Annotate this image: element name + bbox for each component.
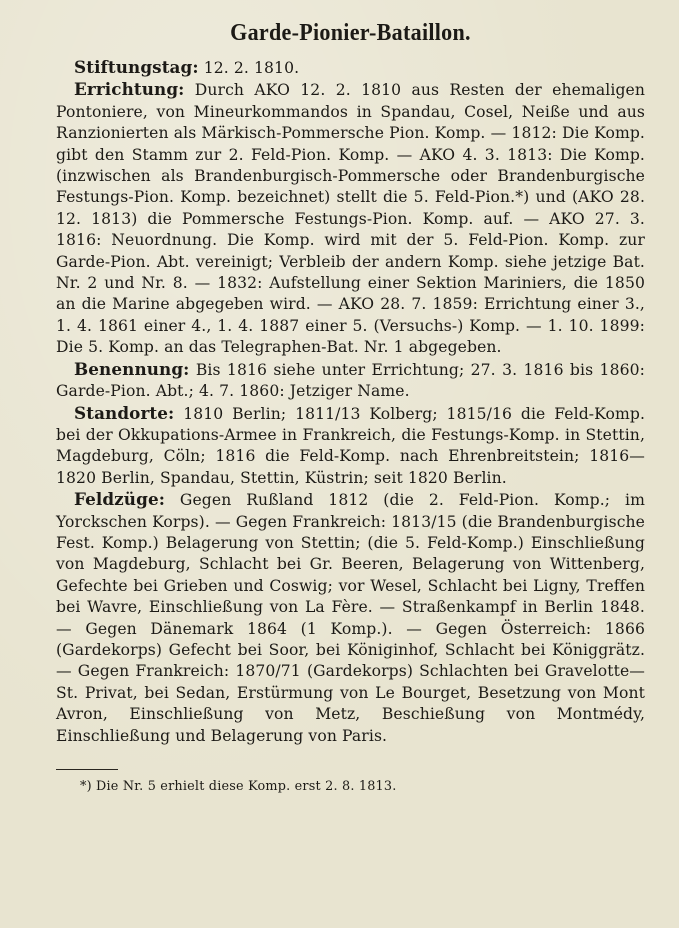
- section-text-stiftungstag: 12. 2. 1810.: [198, 59, 300, 77]
- section-heading-stiftungstag: Stiftungstag:: [74, 57, 199, 77]
- section-heading-feldzuege: Feldzüge:: [74, 489, 166, 510]
- section-text-errichtung: Durch AKO 12. 2. 1810 aus Resten der ehemaligen Pontoniere, von Mineurkommandos in Spandau, Cosel, Neiße und aus Ranzionierten als Märkisch-Pommersche Pion. Komp. — 1812: Die Komp. gibt den Stamm zur 2. Feld-Pion. Komp. — AKO 4. 3. 1813: Die Komp. (inzwischen als Brandenburgisch-Pommersche oder Brandenburgische Festungs-Pion. Komp. bezeichnet) stellt die 5. Feld-Pion.*) und (AKO 28. 12. 1813) die Pommersche Festungs-Pion. Komp. auf. — AKO 27. 3. 1816: Neuordnung. Die Komp. wird mit der 5. Feld-Pion. Komp. zur Garde-Pion. Abt. vereinigt; Verbleib der andern Komp. siehe jetzige Bat. Nr. 2 und Nr. 8. — 1832: Aufstellung einer Sektion Mariniers, die 1850 an die Marine abgegeben wird. — AKO 28. 7. 1859: Errichtung einer 3., 1. 4. 1861 einer 4., 1. 4. 1887 einer 5. (Versuchs-) Komp. — 1. 10. 1899: Die 5. Komp. an das Telegraphen-Bat. Nr. 1 abgegeben.: [56, 81, 645, 357]
- section-stiftungstag: [56, 57, 645, 79]
- footnote-divider: [56, 769, 118, 770]
- section-heading-standorte: Standorte:: [74, 402, 175, 423]
- section-text-benennung: Bis 1816 siehe unter Errichtung; 27. 3. 1816 bis 1860: Garde-Pion. Abt.; 4. 7. 1860: Jetziger Name.: [56, 360, 645, 401]
- section-text-feldzuege: Gegen Rußland 1812 (die 2. Feld-Pion. Komp.; im Yorckschen Korps). — Gegen Frankreich: 1813/15 (die Brandenburgische Fest. Komp.) Belagerung von Stettin; (die 5. Feld-Komp.) Einschließung von Magdeburg, Schlacht bei Gr. Beeren, Belagerung von Wittenberg, Gefechte bei Grieben und Coswig; vor Wesel, Schlacht bei Ligny, Treffen bei Wavre, Einschließung von La Fère. — Straßenkampf in Berlin 1848. — Gegen Dänemark 1864 (1 Komp.). — Gegen Österreich: 1866 (Gardekorps) Gefecht bei Soor, bei Königinhof, Schlacht bei Königgrätz. — Gegen Frankreich: 1870/71 (Gardekorps) Schlachten bei Gravelotte—St. Privat, bei Sedan, Erstürmung von Le Bourget, Besetzung von Mont Avron, Einschließung von Metz, Beschießung von Montmédy, Einschließung und Belagerung von Paris.: [56, 491, 645, 745]
- section-feldzuege: [56, 489, 645, 747]
- section-text-standorte: 1810 Berlin; 1811/13 Kolberg; 1815/16 die Feld-Komp. bei der Okkupations-Armee in Frankreich, die Festungs-Komp. in Stettin, Magdeburg, Cöln; 1816 die Feld-Komp. nach Ehrenbreitstein; 1816—1820 Berlin, Spandau, Stettin, Küstrin; seit 1820 Berlin.: [56, 404, 645, 487]
- footnote: *) Die Nr. 5 erhielt diese Komp. erst 2. 8. 1813.: [80, 779, 397, 794]
- section-standorte: [56, 403, 645, 490]
- section-heading-errichtung: Errichtung:: [74, 79, 185, 100]
- page-title: Garde-Pionier-Bataillon.: [230, 20, 471, 46]
- section-heading-benennung: Benennung:: [74, 358, 190, 379]
- section-errichtung: [56, 79, 645, 358]
- section-benennung: [56, 359, 645, 403]
